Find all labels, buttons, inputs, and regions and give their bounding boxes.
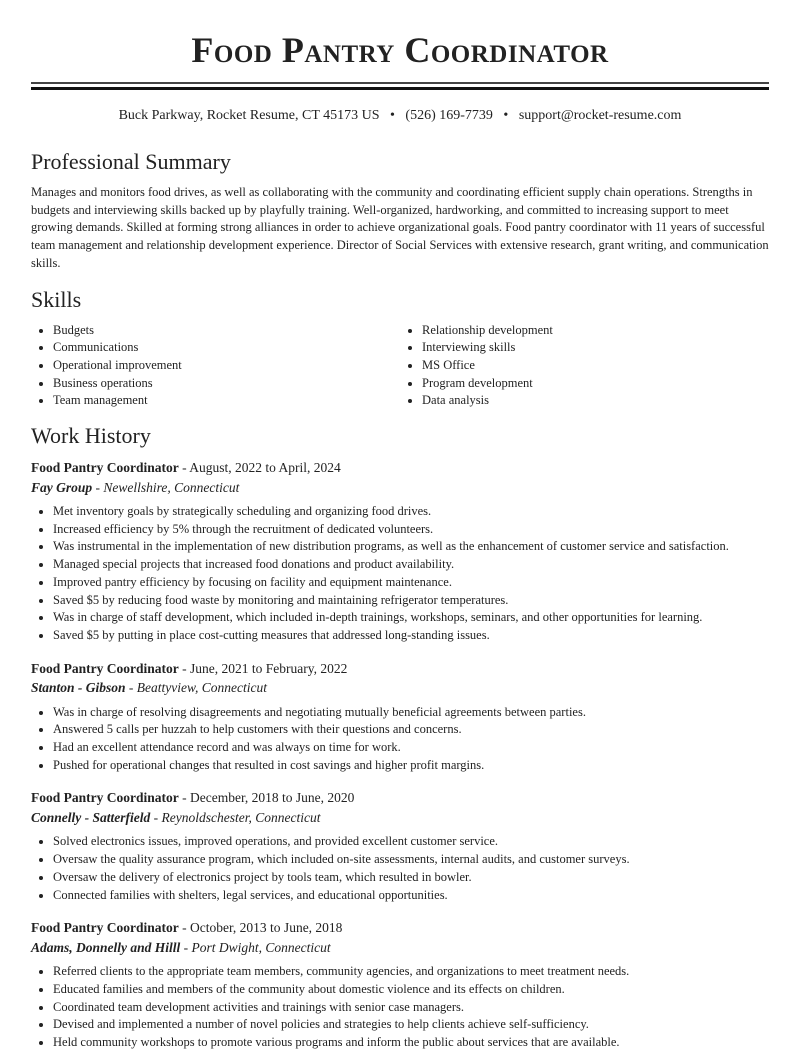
contact-email: support@rocket-resume.com bbox=[518, 108, 682, 123]
job-title: Food Pantry Coordinator bbox=[31, 920, 179, 936]
job-title-line bbox=[31, 659, 769, 679]
bullet-separator-icon: • bbox=[390, 108, 395, 123]
job-bullet: • Was in charge of resolving disagreements and negotiating mutually beneficial agreements between parties. bbox=[53, 704, 769, 722]
job-dates: - October, 2013 to June, 2018 bbox=[178, 920, 343, 936]
job-entry bbox=[31, 918, 769, 1052]
skill-item: • Business operations bbox=[53, 375, 400, 393]
job-company-line bbox=[31, 678, 769, 698]
job-title-line bbox=[31, 788, 769, 808]
job-bullets bbox=[31, 503, 769, 645]
job-entry bbox=[31, 788, 769, 904]
job-bullet: • Met inventory goals by strategically scheduling and organizing food drives. bbox=[53, 503, 769, 521]
skill-item: • Communications bbox=[53, 339, 400, 357]
job-bullet: • Solved electronics issues, improved operations, and provided excellent customer service. bbox=[53, 833, 769, 851]
skills-column-right bbox=[400, 322, 769, 411]
job-company: Adams, Donnelly and Hilll bbox=[31, 939, 181, 955]
job-title: Food Pantry Coordinator bbox=[31, 460, 179, 476]
job-entry bbox=[31, 458, 769, 645]
job-location: - Reynoldschester, Connecticut bbox=[150, 809, 321, 825]
job-title: Food Pantry Coordinator bbox=[31, 790, 179, 806]
job-bullet: • Oversaw the quality assurance program, which included on-site assessments, internal audits, and customer surveys. bbox=[53, 851, 769, 869]
job-dates: - December, 2018 to June, 2020 bbox=[178, 790, 355, 806]
job-company-line bbox=[31, 478, 769, 498]
job-title-line bbox=[31, 458, 769, 478]
skill-item: • Program development bbox=[422, 375, 769, 393]
job-bullet: • Answered 5 calls per huzzah to help customers with their questions and concerns. bbox=[53, 721, 769, 739]
contact-line bbox=[31, 106, 769, 126]
job-bullet: • Held community workshops to promote various programs and inform the public about services that are available. bbox=[53, 1034, 769, 1052]
skill-item: • Team management bbox=[53, 392, 400, 410]
job-bullet: • Saved $5 by putting in place cost-cutting measures that addressed long-standing issues. bbox=[53, 627, 769, 645]
job-bullet: • Referred clients to the appropriate team members, community agencies, and organizations to meet treatment needs. bbox=[53, 963, 769, 981]
job-company-line bbox=[31, 808, 769, 828]
job-bullet: • Managed special projects that increased food donations and product availability. bbox=[53, 556, 769, 574]
job-bullet: • Was in charge of staff development, which included in-depth trainings, workshops, seminars, and other opportunities for learning. bbox=[53, 609, 769, 627]
skills-column-left bbox=[31, 322, 400, 411]
skills-list bbox=[31, 322, 769, 411]
job-bullet: • Oversaw the delivery of electronics project by tools team, which resulted in bowler. bbox=[53, 869, 769, 887]
skill-item: • Budgets bbox=[53, 322, 400, 340]
job-bullets bbox=[31, 704, 769, 775]
header-divider-thin bbox=[31, 82, 769, 84]
job-company: Stanton - Gibson bbox=[31, 680, 126, 696]
job-bullet: • Was instrumental in the implementation of new distribution programs, as well as the enhancement of customer service and satisfaction. bbox=[53, 538, 769, 556]
bullet-separator-icon: • bbox=[503, 108, 509, 123]
job-bullet: • Connected families with shelters, legal services, and educational opportunities. bbox=[53, 887, 769, 905]
section-title-work-history: Work History bbox=[31, 423, 151, 449]
section-title-summary: Professional Summary bbox=[31, 149, 231, 174]
resume-name-heading: Food Pantry Coordinator bbox=[191, 30, 609, 70]
job-title-line bbox=[31, 918, 769, 938]
job-bullet: • Saved $5 by reducing food waste by monitoring and maintaining refrigerator temperatures. bbox=[53, 592, 769, 610]
job-dates: - August, 2022 to April, 2024 bbox=[178, 460, 341, 476]
skill-item: • Data analysis bbox=[422, 392, 769, 410]
job-location: - Newellshire, Connecticut bbox=[92, 479, 240, 495]
job-bullet: • Devised and implemented a number of novel policies and strategies to help clients achieve self-sufficiency. bbox=[53, 1016, 769, 1034]
job-bullets bbox=[31, 963, 769, 1052]
skill-item: • Relationship development bbox=[422, 322, 769, 340]
skill-item: • MS Office bbox=[422, 357, 769, 375]
section-title-skills: Skills bbox=[31, 286, 82, 312]
job-entry bbox=[31, 659, 769, 775]
skill-item: • Interviewing skills bbox=[422, 339, 769, 357]
summary-text: Manages and monitors food drives, as well as collaborating with the community and coordinating efficient supply chain operations. Strengths in budgets and interviewing skills backed up by playfully training. Well-organized, hardworking, and committed to increasing support to meet growing demands. Skilled at forming strong alliances in order to achieve organizational goals. Food pantry coordinator with 11 years of successful team management and relationship development experience. Director of Social Services with extensive research, grant writing, and communication skills. bbox=[31, 185, 769, 270]
job-bullets bbox=[31, 833, 769, 904]
job-location: - Beattyview, Connecticut bbox=[125, 680, 267, 696]
job-company-line bbox=[31, 938, 769, 958]
job-bullet: • Improved pantry efficiency by focusing on facility and equipment maintenance. bbox=[53, 574, 769, 592]
job-company: Fay Group bbox=[31, 479, 93, 495]
contact-address: Buck Parkway, Rocket Resume, CT 45173 US bbox=[118, 108, 380, 123]
job-dates: - June, 2021 to February, 2022 bbox=[178, 660, 348, 676]
job-company: Connelly - Satterfield bbox=[31, 809, 151, 825]
job-title: Food Pantry Coordinator bbox=[31, 660, 179, 676]
job-location: - Port Dwight, Connecticut bbox=[180, 939, 331, 955]
job-bullet: • Pushed for operational changes that resulted in cost savings and higher profit margins. bbox=[53, 757, 769, 775]
job-bullet: • Had an excellent attendance record and was always on time for work. bbox=[53, 739, 769, 757]
skill-item: • Operational improvement bbox=[53, 357, 400, 375]
header-divider-thick bbox=[31, 87, 769, 90]
contact-phone: (526) 169-7739 bbox=[405, 108, 493, 123]
job-bullet: • Educated families and members of the community about domestic violence and its effects on children. bbox=[53, 981, 769, 999]
job-bullet: • Increased efficiency by 5% through the recruitment of dedicated volunteers. bbox=[53, 521, 769, 539]
job-bullet: • Coordinated team development activities and trainings with senior case managers. bbox=[53, 999, 769, 1017]
